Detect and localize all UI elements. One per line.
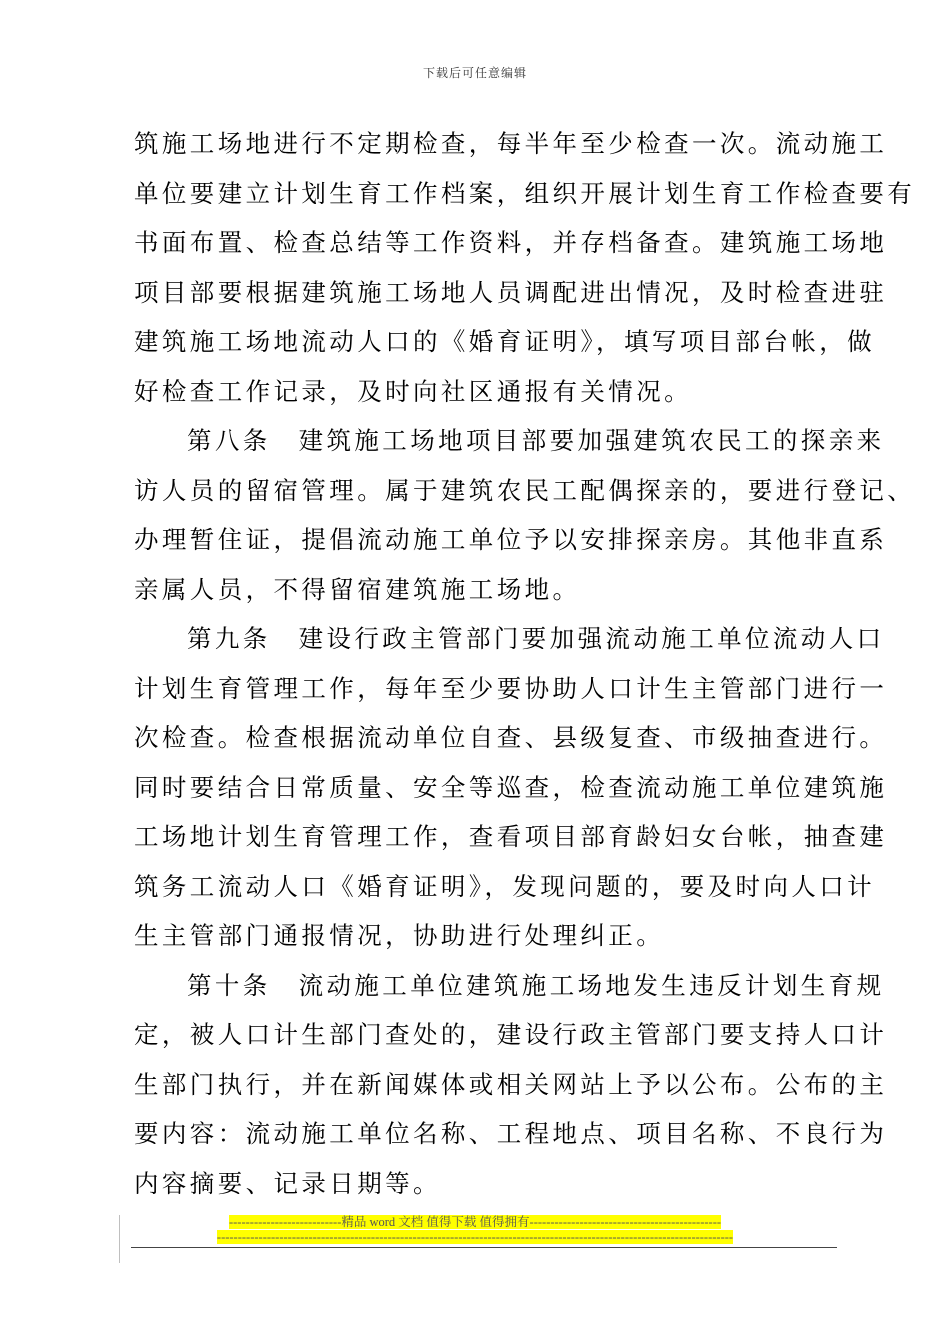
footer-banner-line-1: ---------------------------精品 word 文档 值得下载 值得拥有---------------------------------------------- xyxy=(228,1215,722,1229)
footer-divider xyxy=(131,1247,837,1248)
footer-banner-line-2: ---------------------------------------------------------------------------------------------------------------------------- xyxy=(216,1230,734,1244)
body-line: 单位要建立计划生育工作档案，组织开展计划生育工作检查要有 xyxy=(134,178,916,208)
body-line: 次检查。检查根据流动单位自查、县级复查、市级抽查进行。 xyxy=(134,723,888,752)
body-line: 亲属人员，不得留宿建筑施工场地。 xyxy=(134,574,581,604)
body-line: 要内容：流动施工单位名称、工程地点、项目名称、不良行为 xyxy=(134,1119,888,1148)
body-line: 办理暂住证，提倡流动施工单位予以安排探亲房。其他非直系 xyxy=(134,525,888,554)
body-line: 工场地计划生育管理工作，查看项目部育龄妇女台帐，抽查建 xyxy=(134,822,888,851)
document-body xyxy=(134,119,916,1208)
body-line: 同时要结合日常质量、安全等巡查，检查流动施工单位建筑施 xyxy=(134,772,888,802)
body-line: 访人员的留宿管理。属于建筑农民工配偶探亲的，要进行登记、 xyxy=(134,475,916,505)
page-header-note: 下载后可任意编辑 xyxy=(422,66,527,80)
body-line: 生主管部门通报情况，协助进行处理纠正。 xyxy=(134,921,665,950)
article-8-heading-line: 第八条 建筑施工场地项目部要加强建筑农民工的探亲来 xyxy=(187,426,885,455)
body-line: 定，被人口计生部门查处的，建设行政主管部门要支持人口计 xyxy=(134,1020,888,1049)
body-line: 筑施工场地进行不定期检查，每半年至少检查一次。流动施工 xyxy=(134,129,888,158)
body-line: 内容摘要、记录日期等。 xyxy=(134,1168,441,1198)
footer-banner xyxy=(0,1215,950,1245)
body-line: 书面布置、检查总结等工作资料，并存档备查。建筑施工场地 xyxy=(134,228,888,257)
body-line: 筑务工流动人口《婚育证明》，发现问题的，要及时向人口计 xyxy=(134,871,876,901)
body-line: 计划生育管理工作，每年至少要协助人口计生主管部门进行一 xyxy=(134,673,888,703)
body-line: 建筑施工场地流动人口的《婚育证明》，填写项目部台帐，做 xyxy=(134,327,876,356)
article-10-heading-line: 第十条 流动施工单位建筑施工场地发生违反计划生育规 xyxy=(187,970,885,1000)
body-line: 项目部要根据建筑施工场地人员调配进出情况，及时检查进驻 xyxy=(134,277,888,307)
article-9-heading-line: 第九条 建设行政主管部门要加强流动施工单位流动人口 xyxy=(187,624,885,653)
body-line: 好检查工作记录，及时向社区通报有关情况。 xyxy=(134,376,692,406)
body-line: 生部门执行，并在新闻媒体或相关网站上予以公布。公布的主 xyxy=(134,1069,888,1099)
